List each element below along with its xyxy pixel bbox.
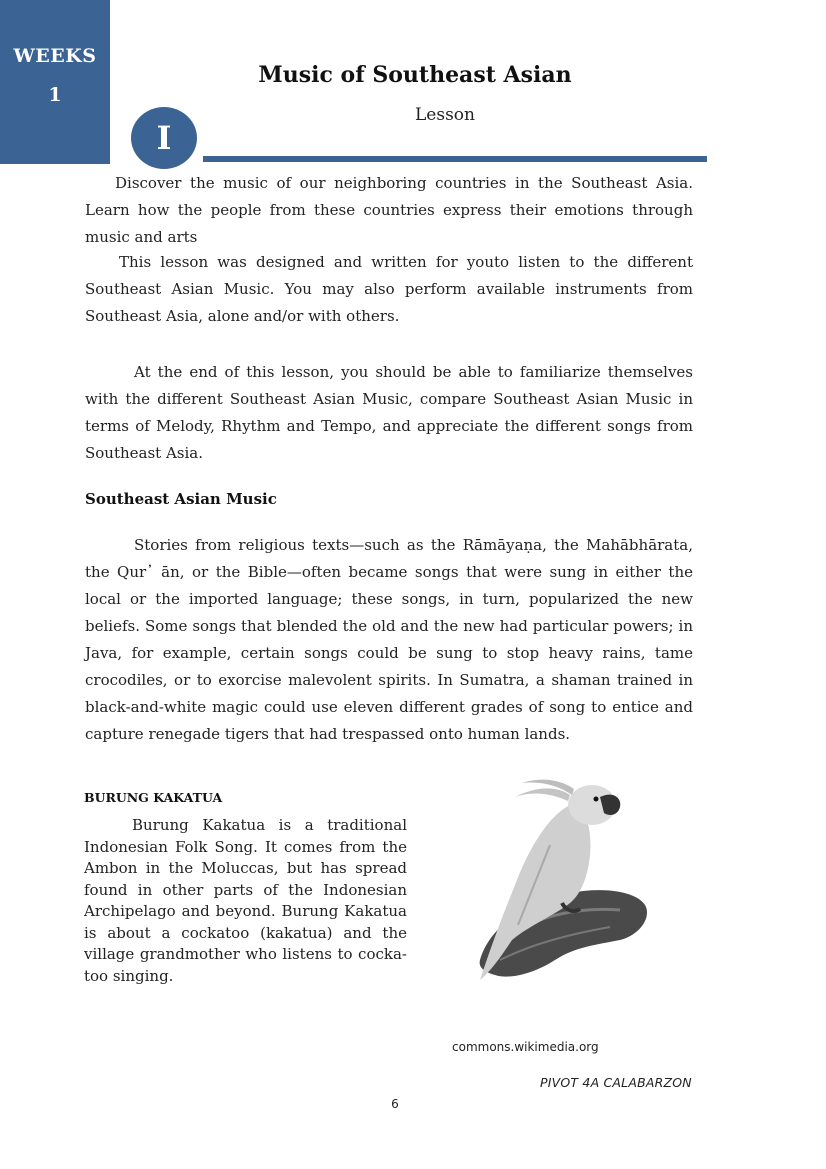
section-heading: Southeast Asian Music (85, 490, 277, 508)
page-title: Music of Southeast Asian (258, 62, 572, 88)
section-paragraph: Stories from religious texts—such as the Rāmāyaṇa, the Mahābhārata, the Qur᾿ ān, or the Bible—often became songs that were sung in either the local or the imported language; these songs, in turn, popularized the new beliefs. Some songs that blended the old and the new had particular powers; in Java, for example, certain songs could be sung to stop heavy rains, tame crocodiles, or to exorcise malevolent spirits. In Sumatra, a shaman trained in black-and-white magic could use eleven different grades of song to entice and capture renegade tigers that had trespassed onto human lands. (85, 536, 693, 743)
intro-paragraph-2: This lesson was designed and written for youto listen to the different Southeast Asian Music. You may also perform available instruments from Southeast Asia, alone and/or with others. (85, 253, 693, 325)
burung-kakatua-paragraph: Burung Kakatua is a traditional Indonesian Folk Song. It comes from the Ambon in the Moluccas, but has spread found in other parts of the Indonesian Archipelago and beyond. Burung Kakatua is about a cockatoo (kakatua) and the village grandmother who listens to cocka-too singing. (84, 816, 407, 985)
section-letter-badge: I (131, 107, 197, 169)
header-divider (203, 156, 707, 162)
weeks-label: WEEKS (13, 45, 97, 67)
weeks-badge (0, 0, 110, 164)
intro-paragraph-3: At the end of this lesson, you should be able to familiarize themselves with the different Southeast Asian Music, compare Southeast Asian Music in terms of Melody, Rhythm and Tempo, and appreciate the different songs from Southeast Asia. (85, 363, 693, 462)
cockatoo-image (470, 775, 655, 985)
intro-paragraph-1: Discover the music of our neighboring countries in the Southeast Asia. Learn how the people from these countries express their emotions through music and arts (85, 174, 693, 246)
burung-kakatua-heading: BURUNG KAKATUA (84, 790, 223, 805)
image-credit: commons.wikimedia.org (452, 1040, 599, 1054)
page-number: 6 (391, 1097, 399, 1111)
footer-label: PIVOT 4A CALABARZON (540, 1075, 692, 1090)
weeks-number: 1 (48, 84, 62, 106)
page-subtitle: Lesson (415, 105, 475, 125)
